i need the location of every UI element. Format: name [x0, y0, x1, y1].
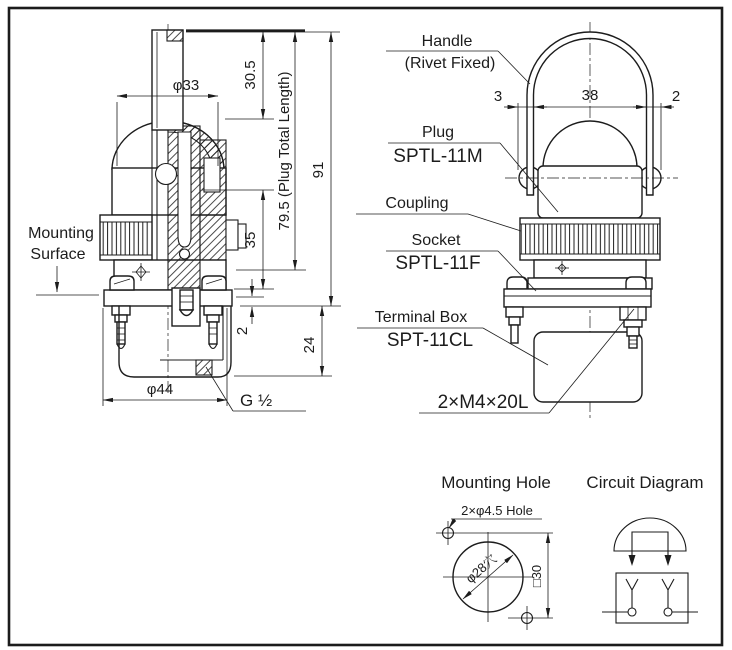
terminal-box-label: Terminal Box: [374, 309, 468, 326]
plug-body: [538, 166, 642, 218]
coupling-tab: [226, 220, 238, 250]
side-view: [356, 22, 680, 418]
mounting-holes-label: 2×φ4.5 Hole: [461, 503, 533, 518]
dim-2-side: 2: [671, 88, 681, 105]
mounting-hole-title: Mounting Hole: [441, 473, 551, 492]
socket-flange: [504, 289, 651, 307]
square-30-label: □30: [529, 564, 544, 588]
dim-305: 30.5: [242, 60, 259, 90]
right-bolt-section: [202, 276, 226, 349]
coupling-label: Coupling: [385, 195, 449, 212]
dim-24: 24: [301, 336, 318, 354]
circuit-plug-dome: [614, 518, 686, 551]
dim-35: 35: [242, 231, 259, 249]
circuit-diagram: [586, 473, 703, 623]
dim-38: 38: [581, 87, 599, 104]
mounting-flange-section: [104, 290, 232, 306]
pin-tip: [180, 249, 190, 259]
rivet-hole: [156, 164, 177, 185]
section-view: [28, 24, 341, 411]
socket-model-label: SPTL-11F: [395, 253, 481, 274]
plug-label: Plug: [421, 124, 455, 141]
circuit-arrow-right: [665, 555, 672, 566]
socket-label: Socket: [411, 232, 461, 249]
circuit-plug-bracket: [632, 532, 668, 560]
holes-leader: [449, 519, 455, 528]
handle-wire-slot: [178, 132, 191, 247]
dim-2-section: 2: [234, 326, 251, 336]
dim-phi33: φ33: [172, 77, 200, 94]
center-screw-boss: [172, 288, 200, 326]
mounting-surface-label-1: Mounting: [28, 225, 94, 242]
circuit-arrow-left: [629, 555, 636, 566]
circuit-diagram-title: Circuit Diagram: [586, 473, 704, 492]
screws-label: 2×M4×20L: [437, 392, 529, 413]
mounting-surface-label-2: Surface: [30, 246, 86, 263]
mounting-hole-diagram: [436, 473, 553, 630]
handle-leader: [498, 51, 530, 84]
handle-rod-hatch: [167, 30, 183, 41]
plug-model-label: SPTL-11M: [393, 146, 483, 167]
left-stud: [506, 307, 523, 343]
dim-3: 3: [493, 88, 503, 105]
dim-phi44: φ44: [146, 381, 174, 398]
dim-total-length: 79.5 (Plug Total Length): [276, 71, 293, 231]
coupling-ring-section: [200, 215, 226, 260]
flange-cap-right: [626, 277, 646, 289]
circuit-contact-right: [662, 579, 698, 616]
hole-dia-label: φ28穴: [462, 551, 500, 587]
socket-neck: [534, 260, 646, 278]
circuit-contact-left: [602, 579, 638, 616]
handle-note-label: (Rivet Fixed): [404, 55, 496, 72]
terminal-box-model-label: SPT-11CL: [386, 330, 474, 351]
dim-g-half: G ½: [240, 391, 273, 410]
sheet-border: [9, 8, 722, 645]
dim-91: 91: [310, 161, 327, 179]
terminal-box: [534, 332, 642, 402]
left-bolt-section: [110, 276, 134, 349]
plug-dome: [543, 121, 637, 168]
handle-label: Handle: [421, 33, 473, 50]
coupling-leader: [468, 214, 521, 231]
